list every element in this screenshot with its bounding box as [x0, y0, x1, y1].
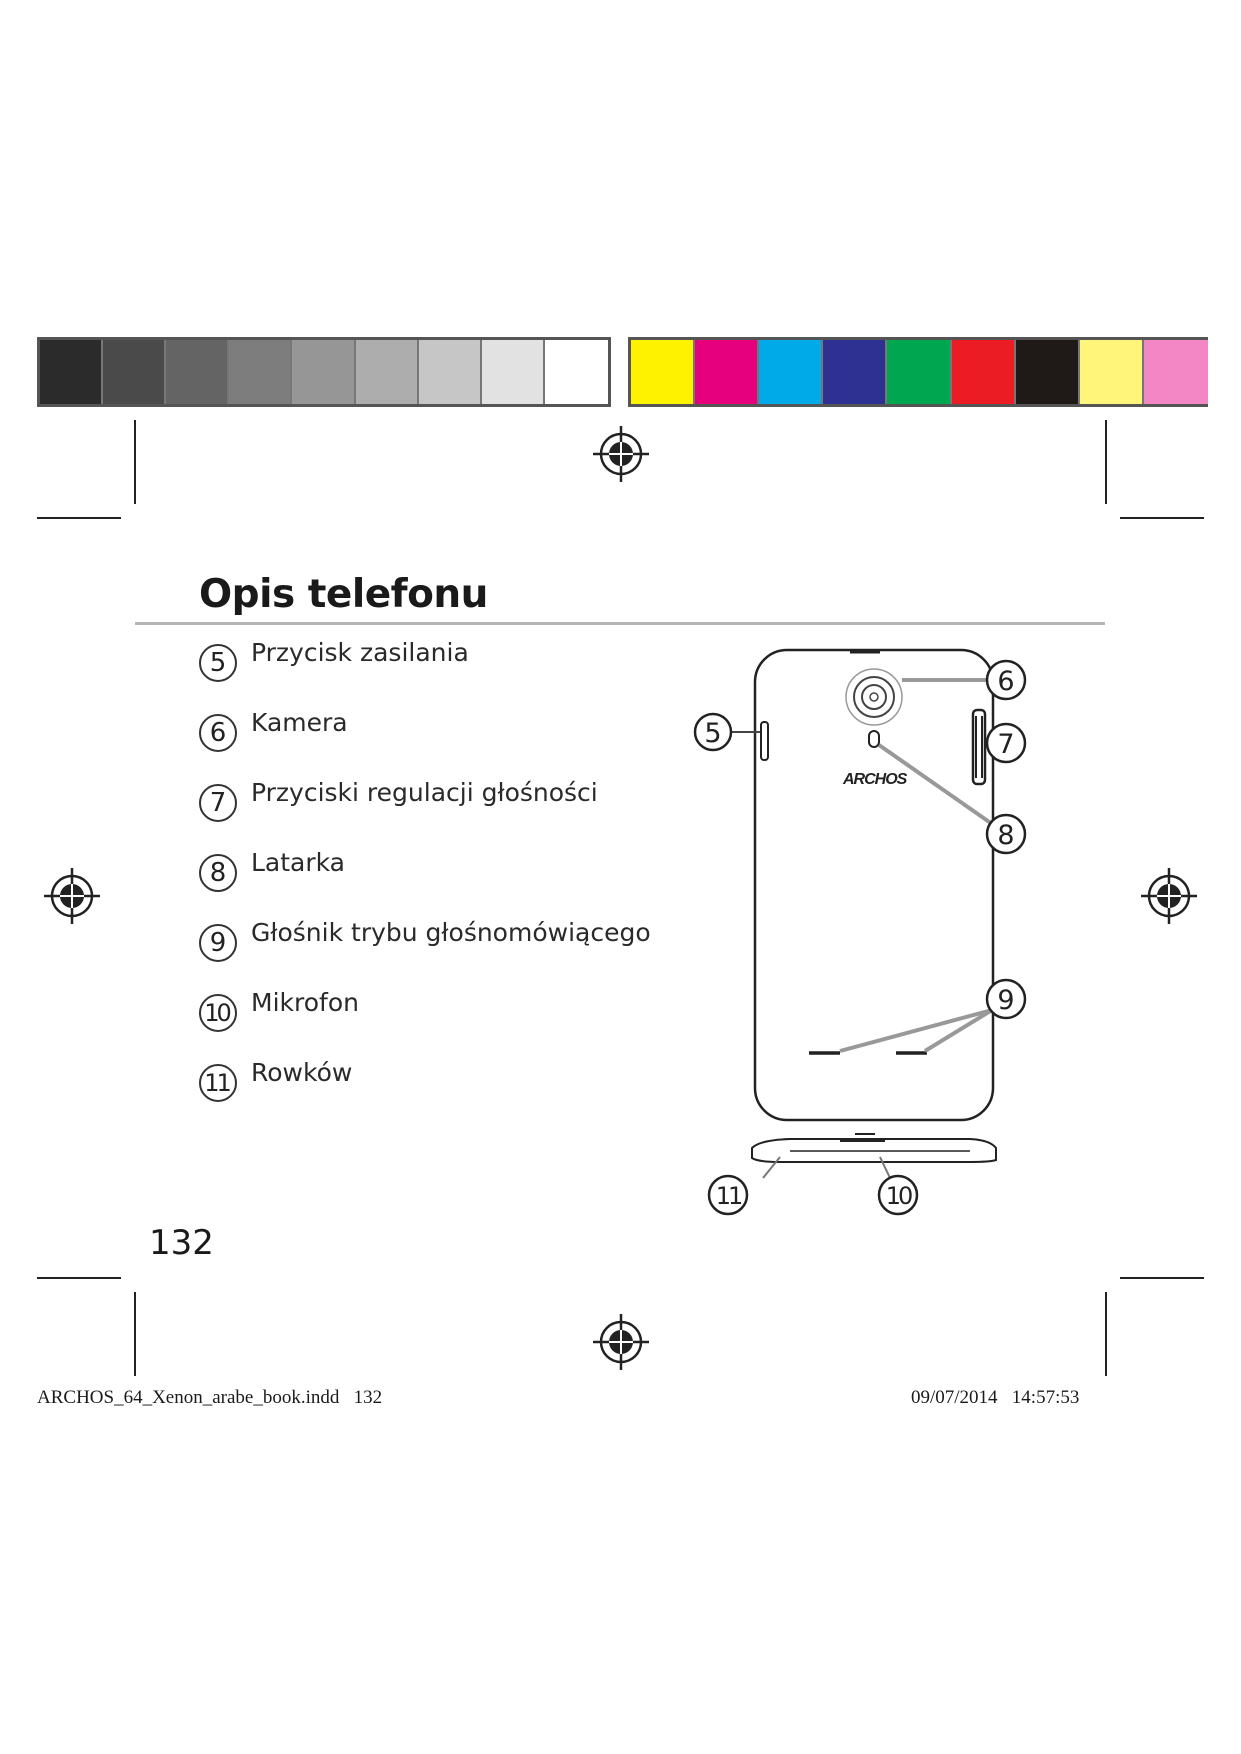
registration-mark-icon [42, 866, 102, 926]
legend-item [199, 638, 669, 708]
crop-mark [1105, 1292, 1107, 1376]
callout-number: 8 [199, 854, 237, 892]
volume-buttons [973, 710, 985, 784]
color-swatch [887, 340, 951, 404]
legend-label: Rowków [251, 1058, 353, 1087]
gray-swatch [545, 340, 608, 404]
legend-label: Latarka [251, 848, 346, 877]
color-swatch [695, 340, 759, 404]
callout-number: 9 [199, 924, 237, 962]
flash-icon [869, 731, 879, 747]
gray-swatch [482, 340, 545, 404]
gray-swatch [229, 340, 292, 404]
callout-5 [695, 714, 731, 750]
gray-swatch [419, 340, 482, 404]
callout-11 [709, 1176, 747, 1214]
crop-mark [37, 1277, 121, 1279]
legend-item [199, 918, 669, 988]
callout-6 [987, 661, 1025, 699]
callout-number: 5 [199, 644, 237, 682]
legend-label: Przycisk zasilania [251, 638, 469, 667]
svg-text:7: 7 [997, 729, 1015, 760]
crop-mark [1120, 1277, 1204, 1279]
crop-mark [134, 1292, 136, 1376]
camera-icon [846, 669, 902, 725]
gray-swatch [356, 340, 419, 404]
color-swatch [823, 340, 887, 404]
legend-item [199, 708, 669, 778]
legend-item [199, 1058, 669, 1128]
svg-text:9: 9 [997, 985, 1015, 1016]
svg-text:11: 11 [715, 1182, 741, 1210]
crop-mark [37, 517, 121, 519]
title-rule [135, 622, 1105, 625]
gray-swatch [103, 340, 166, 404]
footer-datetime: 09/07/2014 14:57:53 [911, 1387, 1080, 1408]
callout-number: 7 [199, 784, 237, 822]
crop-mark [1120, 517, 1204, 519]
grayscale-bar [37, 337, 611, 407]
brand-logo: ARCHOS [843, 771, 907, 788]
legend-label: Kamera [251, 708, 348, 737]
svg-text:8: 8 [997, 820, 1015, 851]
callout-number: 11 [199, 1064, 237, 1102]
callout-10 [879, 1176, 917, 1214]
legend-list [199, 638, 669, 1128]
gray-swatch [292, 340, 355, 404]
color-swatch [1016, 340, 1080, 404]
color-swatch [1144, 340, 1208, 404]
legend-label: Przyciski regulacji głośności [251, 778, 598, 807]
callout-9 [987, 980, 1025, 1018]
legend-label: Głośnik trybu głośnomówiącego [251, 918, 651, 947]
phone-back-diagram [680, 630, 1100, 1220]
svg-text:6: 6 [997, 666, 1015, 697]
page-number: 132 [149, 1223, 214, 1263]
page-title: Opis telefonu [199, 572, 488, 617]
registration-mark-icon [1139, 866, 1199, 926]
legend-item [199, 778, 669, 848]
callout-number: 6 [199, 714, 237, 752]
color-swatch [759, 340, 823, 404]
legend-item [199, 848, 669, 918]
gray-swatch [166, 340, 229, 404]
crop-mark [134, 420, 136, 504]
crop-mark [1105, 420, 1107, 504]
registration-mark-icon [591, 1312, 651, 1372]
svg-text:10: 10 [885, 1182, 911, 1210]
footer-filename: ARCHOS_64_Xenon_arabe_book.indd 132 [37, 1387, 383, 1408]
gray-swatch [40, 340, 103, 404]
power-button [761, 722, 768, 760]
legend-label: Mikrofon [251, 988, 359, 1017]
color-swatch [1080, 340, 1144, 404]
callout-number: 10 [199, 994, 237, 1032]
color-bar [628, 337, 1208, 407]
registration-mark-icon [591, 424, 651, 484]
svg-text:5: 5 [704, 718, 722, 749]
color-swatch [952, 340, 1016, 404]
callout-7 [987, 724, 1025, 762]
legend-item [199, 988, 669, 1058]
callout-8 [987, 815, 1025, 853]
color-swatch [631, 340, 695, 404]
